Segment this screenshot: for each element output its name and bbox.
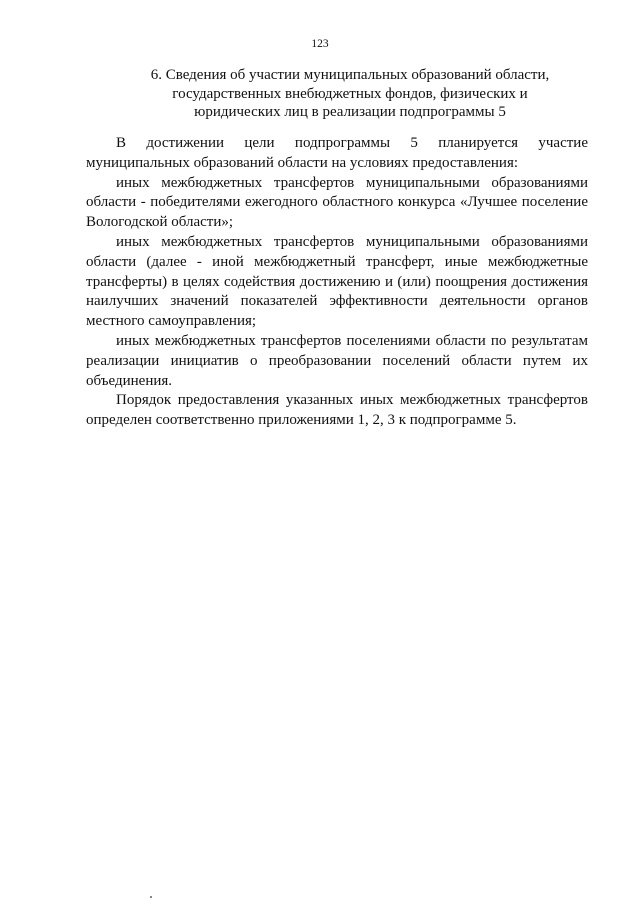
section-heading — [100, 66, 600, 122]
document-body — [86, 134, 588, 431]
paragraph-goal: В достижении цели подпрограммы 5 планируется участие муниципальных образований области на условиях предоставления: — [86, 135, 588, 171]
paragraph-contest-transfers: иных межбюджетных трансфертов муниципальными образованиями области - победителями ежегодного областного конкурса «Лучшее поселение Вологодской области»; — [86, 174, 588, 231]
paragraph-procedure: Порядок предоставления указанных иных межбюджетных трансфертов определен соответственно приложениями 1, 2, 3 к подпрограмме 5. — [86, 392, 588, 429]
page-number: 123 — [311, 38, 329, 50]
section-heading-line-2: государственных внебюджетных фондов, физических и — [172, 85, 528, 102]
paragraph-efficiency-transfers: иных межбюджетных трансфертов муниципальными образованиями области (далее - иной межбюджетный трансферт, иные межбюджетные трансферты) в целях содействия достижению и (или) поощрения достижения наилучших значений показателей эффективности деятельности органов местного самоуправления; — [86, 233, 588, 330]
scan-speck — [150, 896, 152, 898]
paragraph-merger-transfers: иных межбюджетных трансфертов поселениями области по результатам реализации инициатив о преобразовании поселений области путем их объединения. — [86, 332, 588, 389]
section-heading-line-3: юридических лиц в реализации подпрограммы 5 — [194, 104, 506, 120]
section-heading-line-1: 6. Сведения об участии муниципальных образований области, — [150, 67, 550, 83]
